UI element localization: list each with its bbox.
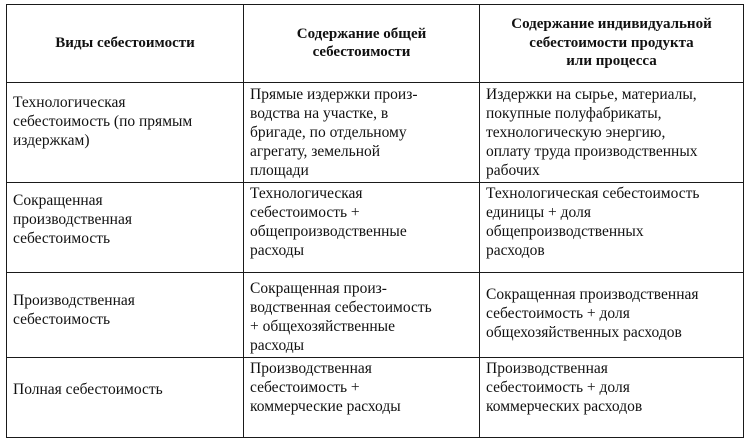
cell-general: Сокращенная произ- водственная себестоимость + общехозяйственные расходы — [244, 273, 480, 358]
table-row — [7, 183, 744, 273]
header-general-cost: Содержание общей себестоимости — [244, 5, 480, 83]
cell-general: Прямые издержки произ- водства на участке, в бригаде, по отдельному агрегату, земельной площади — [244, 83, 480, 183]
table-row — [7, 273, 744, 358]
cell-type: Полная себестоимость — [7, 358, 244, 438]
cell-individual: Производственная себестоимость + доля коммерческих расходов — [480, 358, 744, 438]
header-individual-cost: Содержание индивидуальной себестоимости продукта или процесса — [480, 5, 744, 83]
table-row — [7, 358, 744, 438]
cell-type: Сокращенная производственная себестоимость — [7, 183, 244, 273]
cell-individual: Технологическая себестоимость единицы + доля общепроизводственных расходов — [480, 183, 744, 273]
cell-general: Производственная себестоимость + коммерческие расходы — [244, 358, 480, 438]
cell-general: Технологическая себестоимость + общепроизводственные расходы — [244, 183, 480, 273]
cost-types-table — [6, 4, 744, 438]
cell-type: Технологическая себестоимость (по прямым издержкам) — [7, 83, 244, 183]
table-row — [7, 83, 744, 183]
cell-type: Производственная себестоимость — [7, 273, 244, 358]
document-page — [6, 4, 743, 427]
header-cost-types: Виды себестоимости — [7, 5, 244, 83]
cell-individual: Сокращенная производственная себестоимость + доля общехозяйственных расходов — [480, 273, 744, 358]
table-header-row — [7, 5, 744, 83]
cell-individual: Издержки на сырье, материалы, покупные полуфабрикаты, технологическую энергию, оплату труда производственных рабочих — [480, 83, 744, 183]
